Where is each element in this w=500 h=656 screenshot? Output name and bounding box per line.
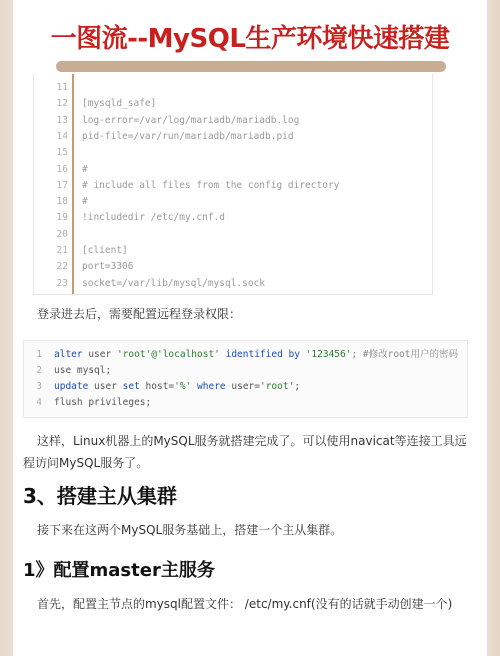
line-number: 13 — [56, 114, 68, 126]
code-text: [mysqld_safe] — [82, 98, 157, 110]
line-number: 1 — [36, 349, 42, 360]
line-number: 18 — [56, 196, 68, 208]
code-text: # — [82, 196, 88, 208]
paragraph-master-config: 首先，配置主节点的mysql配置文件： /etc/my.cnf(没有的话就手动创建一个) — [37, 597, 453, 611]
sql-text: ; — [294, 381, 301, 392]
code-text: [client] — [82, 245, 128, 256]
line-number: 17 — [56, 179, 68, 191]
code-text: pid-file=/var/run/mariadb/mariadb.pid — [82, 130, 294, 142]
paragraph-remote-login: 登录进去后，需要配置远程登录权限： — [37, 307, 242, 321]
code-gutter-divider — [72, 74, 74, 294]
sql-keyword: set — [122, 381, 140, 392]
line-number: 21 — [56, 245, 68, 256]
sql-text: use mysql; — [54, 365, 112, 376]
line-number: 11 — [56, 82, 68, 93]
paragraph-done-line2: 程访问MySQL服务了。 — [23, 456, 149, 470]
line-number: 3 — [36, 381, 42, 392]
line-number: 19 — [56, 212, 68, 224]
page-title: 一图流--MySQL生产环境快速搭建 — [50, 24, 450, 54]
paragraph-cluster-intro: 接下来在这两个MySQL服务基础上，搭建一个主从集群。 — [37, 523, 343, 537]
code-text: socket=/var/lib/mysql/mysql.sock — [82, 277, 266, 289]
sql-text: user= — [225, 381, 260, 392]
line-number: 15 — [56, 147, 68, 159]
code-text: port=3306 — [82, 261, 134, 273]
sql-string: '123456' — [305, 349, 352, 360]
sql-keyword: update — [54, 381, 89, 392]
sql-text: user — [82, 349, 117, 360]
line-number: 22 — [56, 261, 68, 273]
paragraph-done-line1: 这样，Linux机器上的MySQL服务就搭建完成了。可以使用navicat等连接工具远 — [37, 434, 467, 448]
line-number: 23 — [56, 277, 68, 289]
sql-text: user — [88, 381, 123, 392]
line-number: 16 — [56, 163, 68, 175]
line-number: 2 — [36, 365, 42, 376]
code-text: # — [82, 163, 88, 175]
title-underline-bar — [56, 61, 446, 72]
sql-string: 'root' — [259, 381, 295, 392]
sql-keyword: identified by — [219, 349, 306, 360]
config-code-block — [33, 74, 433, 295]
code-text: log-error=/var/log/mariadb/mariadb.log — [82, 114, 300, 126]
line-number: 14 — [56, 130, 68, 142]
section-heading-cluster: 3、搭建主从集群 — [23, 484, 177, 508]
sql-text: flush privileges; — [54, 397, 152, 408]
line-number: 4 — [36, 397, 42, 408]
sql-code-block — [23, 340, 468, 418]
sql-comment: ; #修改root用户的密码 — [351, 349, 458, 360]
subsection-heading-master: 1》配置master主服务 — [23, 560, 215, 581]
code-text: # include all files from the config directory — [82, 179, 340, 191]
code-text: !includedir /etc/my.cnf.d — [82, 212, 225, 224]
line-number: 12 — [56, 98, 68, 110]
line-number: 20 — [56, 228, 68, 240]
sql-keyword: alter — [54, 349, 83, 360]
sql-string: '%' — [174, 381, 192, 392]
sql-text: host= — [139, 381, 175, 392]
sql-string: 'root'@'localhost' — [116, 349, 220, 360]
sql-keyword: where — [191, 381, 226, 392]
